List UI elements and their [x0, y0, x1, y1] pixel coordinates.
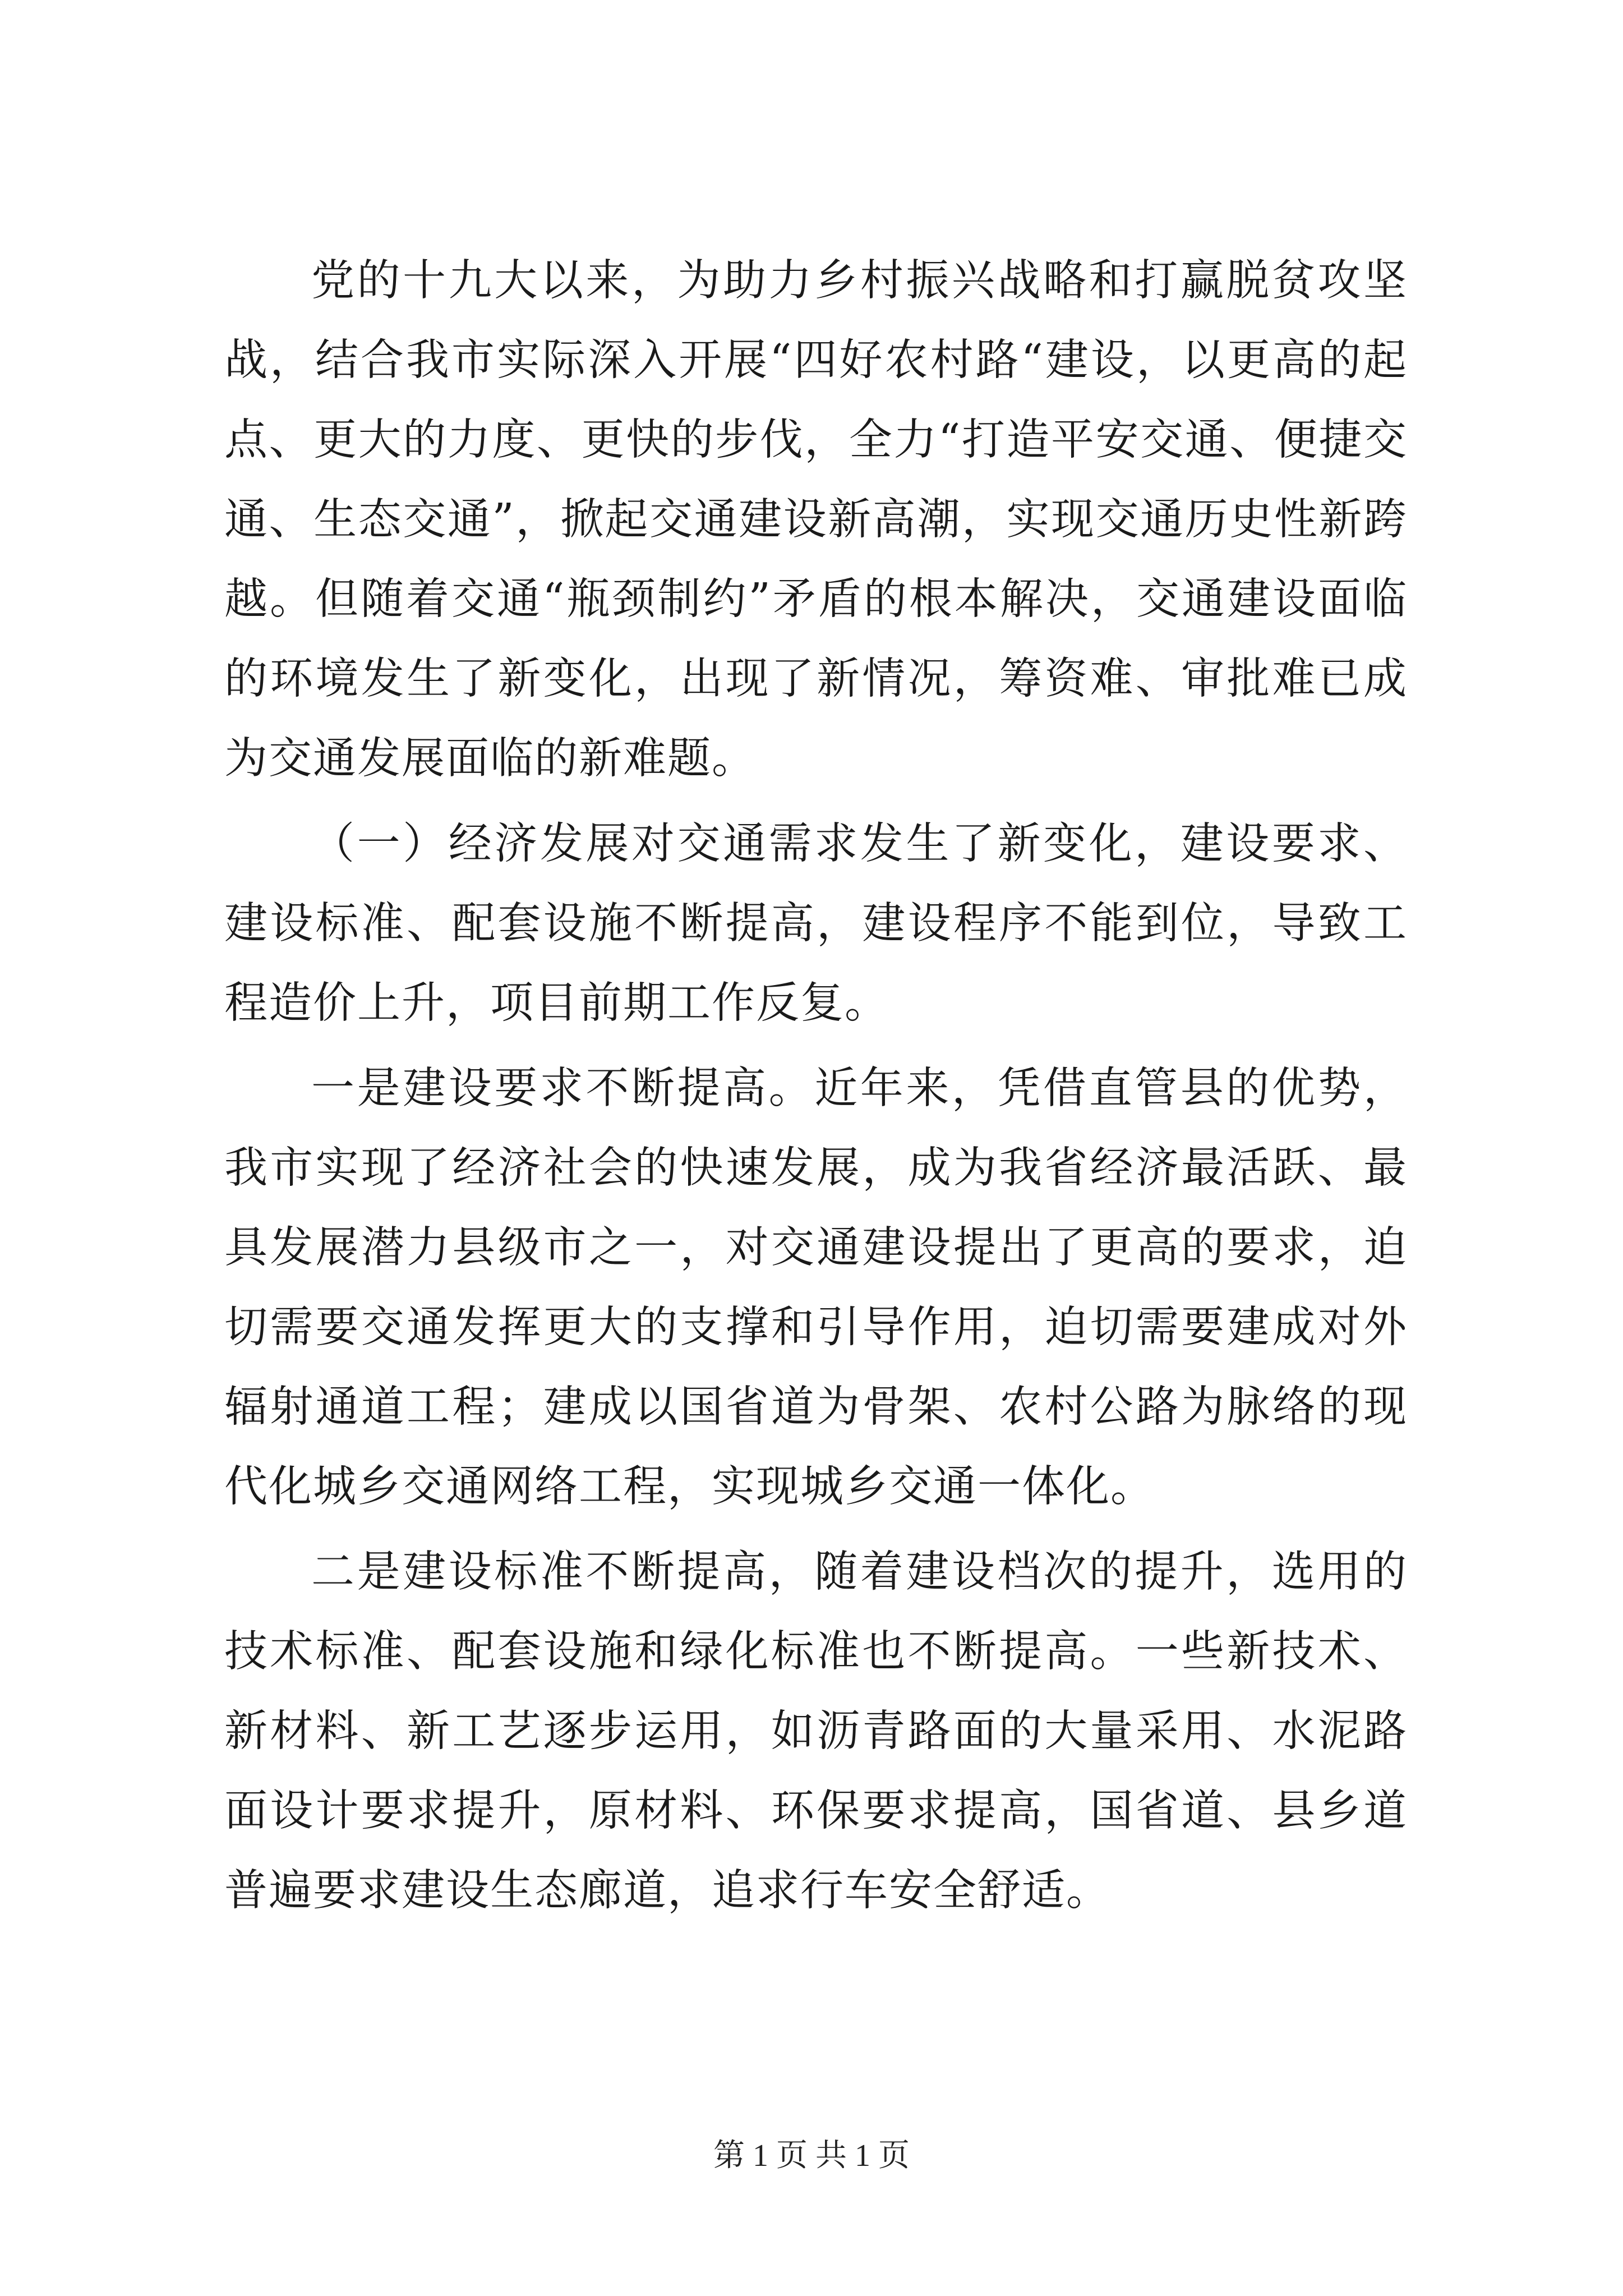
paragraph-section-1: （一）经济发展对交通需求发生了新变化，建设要求、建设标准、配套设施不断提高，建设程序不能到位，导致工程造价上升，项目前期工作反复。	[224, 819, 1408, 1028]
paragraph-point-2: 二是建设标准不断提高，随着建设档次的提升，选用的技术标准、配套设施和绿化标准也不断提高。一些新技术、新材料、新工艺逐步运用，如沥青路面的大量采用、水泥路面设计要求提升，原材料、环保要求提高，国省道、县乡道普遍要求建设生态廊道，追求行车安全舒适。	[224, 1547, 1408, 1916]
paragraph-intro: 党的十九大以来，为助力乡村振兴战略和打赢脱贫攻坚战，结合我市实际深入开展“四好农村路“建设，以更高的起点、更大的力度、更快的步伐，全力“打造平安交通、便捷交通、生态交通”，掀起交通建设新高潮，实现交通历史性新跨越。但随着交通“瓶颈制约”矛盾的根本解决，交通建设面临的环境发生了新变化，出现了新情况，筹资难、审批难已成为交通发展面临的新难题。	[224, 256, 1408, 784]
paragraph-point-1: 一是建设要求不断提高。近年来，凭借直管县的优势，我市实现了经济社会的快速发展，成为我省经济最活跃、最具发展潜力县级市之一，对交通建设提出了更高的要求，迫切需要交通发挥更大的支撑和引导作用，迫切需要建成对外辐射通道工程；建成以国省道为骨架、农村公路为脉络的现代化城乡交通网络工程，实现城乡交通一体化。	[224, 1064, 1408, 1512]
document-body	[224, 241, 1408, 1936]
page-footer: 第 1 页 共 1 页	[713, 2138, 910, 2173]
